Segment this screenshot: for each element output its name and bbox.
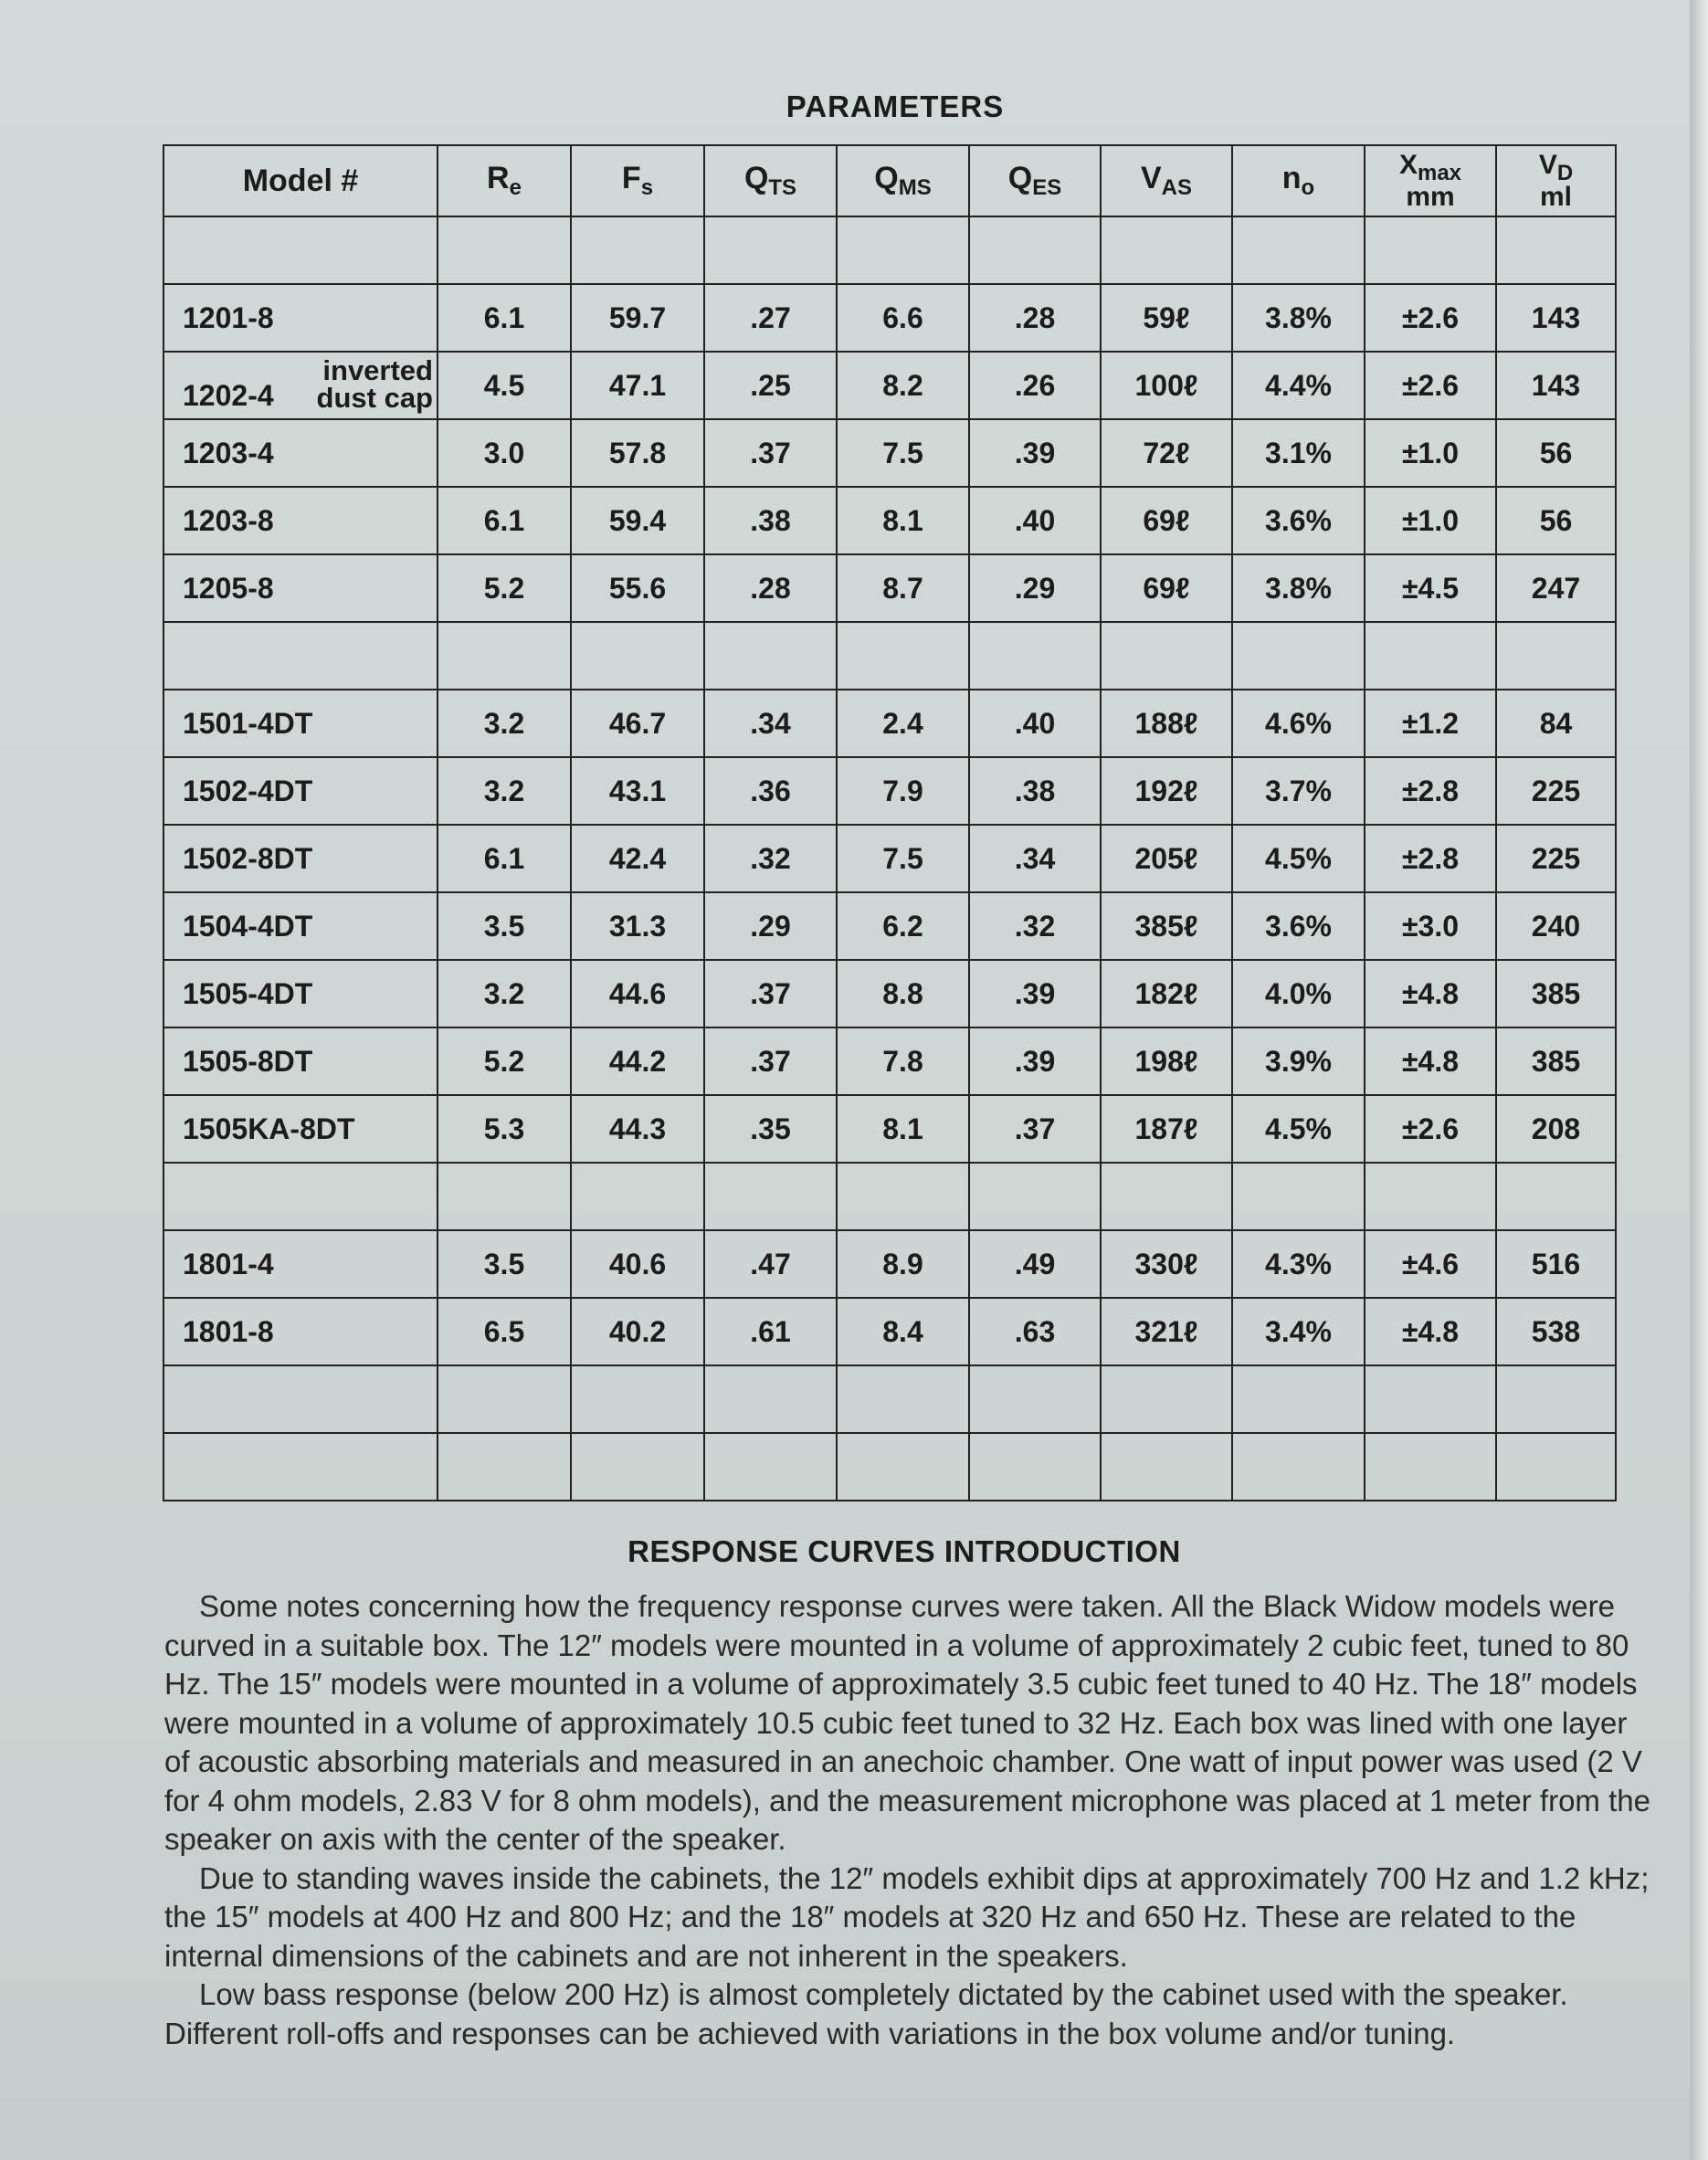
- table-row: [163, 352, 1616, 419]
- table-row: [163, 419, 1616, 487]
- cell-no: 3.9%: [1232, 1027, 1365, 1095]
- cell-xmax: ±4.8: [1365, 1027, 1496, 1095]
- cell-xmax: ±2.8: [1365, 757, 1496, 825]
- cell-no: 4.5%: [1232, 825, 1365, 892]
- table-row: [163, 622, 1616, 690]
- cell-qes: .39: [969, 1027, 1101, 1095]
- cell-no: 4.5%: [1232, 1095, 1365, 1163]
- cell-vd: [1496, 1433, 1616, 1501]
- cell-no: 3.6%: [1232, 487, 1365, 554]
- cell-qms: 8.1: [837, 487, 969, 554]
- cell-fs: 44.3: [571, 1095, 704, 1163]
- header-qts: $Q_{TS}$: [704, 145, 837, 216]
- cell-xmax: ±1.0: [1365, 487, 1496, 554]
- cell-vas: 187ℓ: [1101, 1095, 1232, 1163]
- header-no: $n_o$: [1232, 145, 1365, 216]
- cell-qes: .26: [969, 352, 1101, 419]
- table-row: [163, 216, 1616, 284]
- cell-xmax: ±4.8: [1365, 960, 1496, 1027]
- cell-qms: 8.1: [837, 1095, 969, 1163]
- table-row: [163, 757, 1616, 825]
- cell-qts: .37: [704, 1027, 837, 1095]
- cell-qms: 8.7: [837, 554, 969, 622]
- cell-fs: 44.6: [571, 960, 704, 1027]
- cell-vas: [1101, 1433, 1232, 1501]
- cell-qes: .32: [969, 892, 1101, 960]
- cell-re: [438, 1433, 571, 1501]
- cell-vas: 59ℓ: [1101, 284, 1232, 352]
- cell-xmax: ±1.2: [1365, 690, 1496, 757]
- cell-no: 3.7%: [1232, 757, 1365, 825]
- table-row: [163, 825, 1616, 892]
- header-fs: $F_s$: [571, 145, 704, 216]
- cell-model: inverted dust cap 1202-4: [163, 352, 438, 419]
- cell-re: [438, 1365, 571, 1433]
- paragraph: Some notes concerning how the frequency response curves were taken. All the Black Widow models were curved in a suitable box. The 12″ models were mounted in a volume of approximately 2 cubic feet, tuned to 80 Hz. The 15″ models were mounted in a volume of approximately 3.5 cubic feet tuned to 40 Hz. The 18″ models were mounted in a volume of approximately 10.5 cubic feet tuned to 32 Hz. Each box was lined with one layer of acoustic absorbing materials and measured in an anechoic chamber. One watt of input power was used (2 V for 4 ohm models, 2.83 V for 8 ohm models), and the measurement microphone was placed at 1 meter from the speaker on axis with the center of the speaker.: [164, 1589, 1650, 1856]
- cell-fs: 47.1: [571, 352, 704, 419]
- cell-re: [438, 216, 571, 284]
- cell-qes: .40: [969, 690, 1101, 757]
- cell-qts: .36: [704, 757, 837, 825]
- cell-re: 5.2: [438, 554, 571, 622]
- cell-re: 3.5: [438, 1230, 571, 1298]
- cell-qes: [969, 1365, 1101, 1433]
- cell-model: 1502-8DT: [163, 825, 438, 892]
- cell-qts: .37: [704, 960, 837, 1027]
- cell-fs: 55.6: [571, 554, 704, 622]
- cell-qts: .34: [704, 690, 837, 757]
- cell-model: 1502-4DT: [163, 757, 438, 825]
- cell-vas: [1101, 216, 1232, 284]
- cell-qts: .32: [704, 825, 837, 892]
- cell-no: [1232, 1433, 1365, 1501]
- cell-qes: [969, 216, 1101, 284]
- cell-no: 4.3%: [1232, 1230, 1365, 1298]
- table-row: [163, 284, 1616, 352]
- cell-qms: 7.8: [837, 1027, 969, 1095]
- cell-re: 3.0: [438, 419, 571, 487]
- cell-xmax: [1365, 1433, 1496, 1501]
- cell-vas: 198ℓ: [1101, 1027, 1232, 1095]
- cell-re: 3.5: [438, 892, 571, 960]
- cell-fs: [571, 1433, 704, 1501]
- model-note: inverted dust cap: [316, 353, 433, 414]
- cell-re: 6.1: [438, 284, 571, 352]
- cell-qes: .39: [969, 960, 1101, 1027]
- cell-qes: .49: [969, 1230, 1101, 1298]
- cell-xmax: ±3.0: [1365, 892, 1496, 960]
- cell-re: 3.2: [438, 757, 571, 825]
- cell-qts: .29: [704, 892, 837, 960]
- cell-vd: 385: [1496, 960, 1616, 1027]
- cell-no: 4.6%: [1232, 690, 1365, 757]
- cell-vd: [1496, 622, 1616, 690]
- cell-qes: .39: [969, 419, 1101, 487]
- cell-qms: 2.4: [837, 690, 969, 757]
- response-curves-text: [164, 1587, 1653, 2053]
- cell-qts: .25: [704, 352, 837, 419]
- cell-vd: 247: [1496, 554, 1616, 622]
- header-xmax: $X_{max}$ mm: [1365, 145, 1496, 216]
- cell-vd: [1496, 1365, 1616, 1433]
- cell-vas: 188ℓ: [1101, 690, 1232, 757]
- cell-xmax: [1365, 1163, 1496, 1230]
- cell-qms: 8.4: [837, 1298, 969, 1365]
- cell-model: 1201-8: [163, 284, 438, 352]
- cell-vas: 205ℓ: [1101, 825, 1232, 892]
- cell-model: [163, 622, 438, 690]
- cell-re: 4.5: [438, 352, 571, 419]
- cell-qms: 7.5: [837, 419, 969, 487]
- cell-model: 1205-8: [163, 554, 438, 622]
- cell-re: 5.2: [438, 1027, 571, 1095]
- cell-qes: .34: [969, 825, 1101, 892]
- cell-xmax: ±4.5: [1365, 554, 1496, 622]
- header-re: $R_e$: [438, 145, 571, 216]
- cell-vas: 330ℓ: [1101, 1230, 1232, 1298]
- cell-xmax: ±4.8: [1365, 1298, 1496, 1365]
- cell-qms: 8.2: [837, 352, 969, 419]
- cell-fs: [571, 1163, 704, 1230]
- cell-no: 4.4%: [1232, 352, 1365, 419]
- cell-qts: .38: [704, 487, 837, 554]
- cell-model: [163, 1365, 438, 1433]
- table-row: [163, 1298, 1616, 1365]
- cell-fs: 59.4: [571, 487, 704, 554]
- header-vd: $V_D$ ml: [1496, 145, 1616, 216]
- header-model: Model #: [163, 145, 438, 216]
- cell-model: 1505KA-8DT: [163, 1095, 438, 1163]
- cell-xmax: ±1.0: [1365, 419, 1496, 487]
- cell-model: 1505-8DT: [163, 1027, 438, 1095]
- cell-qms: [837, 1433, 969, 1501]
- cell-no: [1232, 216, 1365, 284]
- cell-vd: 516: [1496, 1230, 1616, 1298]
- cell-re: [438, 622, 571, 690]
- parameters-table: [163, 144, 1617, 1501]
- cell-qts: [704, 216, 837, 284]
- table-row: [163, 1027, 1616, 1095]
- cell-qts: .28: [704, 554, 837, 622]
- cell-no: [1232, 622, 1365, 690]
- table-row: [163, 960, 1616, 1027]
- cell-fs: [571, 622, 704, 690]
- cell-qms: 6.2: [837, 892, 969, 960]
- cell-model: 1505-4DT: [163, 960, 438, 1027]
- cell-vd: 143: [1496, 284, 1616, 352]
- cell-xmax: [1365, 1365, 1496, 1433]
- cell-vas: 321ℓ: [1101, 1298, 1232, 1365]
- cell-re: 6.5: [438, 1298, 571, 1365]
- cell-xmax: [1365, 622, 1496, 690]
- cell-model: 1504-4DT: [163, 892, 438, 960]
- cell-model: 1203-4: [163, 419, 438, 487]
- table-row: [163, 1365, 1616, 1433]
- cell-vas: [1101, 622, 1232, 690]
- cell-qms: [837, 1365, 969, 1433]
- cell-qts: [704, 1433, 837, 1501]
- paragraph: Low bass response (below 200 Hz) is almost completely dictated by the cabinet used with the speaker. Different roll-offs and responses can be achieved with variations in the box volume and/or tuning.: [164, 1977, 1568, 2050]
- cell-qms: [837, 216, 969, 284]
- cell-model: [163, 216, 438, 284]
- cell-qms: 6.6: [837, 284, 969, 352]
- cell-no: 3.8%: [1232, 554, 1365, 622]
- cell-qts: .35: [704, 1095, 837, 1163]
- cell-qts: .61: [704, 1298, 837, 1365]
- cell-vas: 385ℓ: [1101, 892, 1232, 960]
- cell-fs: 44.2: [571, 1027, 704, 1095]
- table-header-row: [163, 145, 1616, 216]
- cell-vd: 143: [1496, 352, 1616, 419]
- cell-vd: 208: [1496, 1095, 1616, 1163]
- cell-vd: 225: [1496, 757, 1616, 825]
- cell-qes: .29: [969, 554, 1101, 622]
- cell-xmax: ±2.8: [1365, 825, 1496, 892]
- cell-qms: 7.5: [837, 825, 969, 892]
- cell-qms: 8.8: [837, 960, 969, 1027]
- cell-model: 1501-4DT: [163, 690, 438, 757]
- cell-qts: [704, 1163, 837, 1230]
- header-qes: $Q_{ES}$: [969, 145, 1101, 216]
- cell-qes: .38: [969, 757, 1101, 825]
- cell-vas: 69ℓ: [1101, 554, 1232, 622]
- cell-vas: 192ℓ: [1101, 757, 1232, 825]
- paragraph: Due to standing waves inside the cabinets, the 12″ models exhibit dips at approximately 700 Hz and 1.2 kHz; the 15″ models at 400 Hz and 800 Hz; and the 18″ models at 320 Hz and 650 Hz. These are related to the internal dimensions of the cabinets and are not inherent in the speakers.: [164, 1860, 1650, 1973]
- cell-qms: 7.9: [837, 757, 969, 825]
- cell-qes: .40: [969, 487, 1101, 554]
- cell-vd: 240: [1496, 892, 1616, 960]
- cell-re: 5.3: [438, 1095, 571, 1163]
- cell-qms: 8.9: [837, 1230, 969, 1298]
- cell-xmax: [1365, 216, 1496, 284]
- cell-qts: [704, 622, 837, 690]
- cell-xmax: ±4.6: [1365, 1230, 1496, 1298]
- table-row: [163, 1230, 1616, 1298]
- cell-xmax: ±2.6: [1365, 352, 1496, 419]
- cell-vd: 84: [1496, 690, 1616, 757]
- parameters-title: PARAMETERS: [785, 90, 1005, 123]
- response-curves-title: RESPONSE CURVES INTRODUCTION: [627, 1534, 1181, 1568]
- table-row: [163, 487, 1616, 554]
- table-row: [163, 1163, 1616, 1230]
- cell-qes: .28: [969, 284, 1101, 352]
- cell-re: 3.2: [438, 690, 571, 757]
- cell-vas: 69ℓ: [1101, 487, 1232, 554]
- cell-qts: .37: [704, 419, 837, 487]
- cell-vd: 225: [1496, 825, 1616, 892]
- cell-vas: 182ℓ: [1101, 960, 1232, 1027]
- cell-fs: 31.3: [571, 892, 704, 960]
- cell-fs: 43.1: [571, 757, 704, 825]
- cell-fs: 40.2: [571, 1298, 704, 1365]
- cell-qes: .63: [969, 1298, 1101, 1365]
- table-row: [163, 554, 1616, 622]
- cell-qes: [969, 1163, 1101, 1230]
- cell-re: 3.2: [438, 960, 571, 1027]
- cell-vas: 100ℓ: [1101, 352, 1232, 419]
- cell-no: 4.0%: [1232, 960, 1365, 1027]
- cell-re: [438, 1163, 571, 1230]
- cell-fs: 57.8: [571, 419, 704, 487]
- cell-vd: 56: [1496, 419, 1616, 487]
- cell-no: 3.4%: [1232, 1298, 1365, 1365]
- cell-fs: [571, 1365, 704, 1433]
- cell-xmax: ±2.6: [1365, 1095, 1496, 1163]
- table-row: [163, 1433, 1616, 1501]
- cell-fs: 59.7: [571, 284, 704, 352]
- cell-model: 1801-8: [163, 1298, 438, 1365]
- cell-no: [1232, 1163, 1365, 1230]
- cell-model: 1801-4: [163, 1230, 438, 1298]
- page-edge: [1690, 0, 1708, 2160]
- cell-fs: 40.6: [571, 1230, 704, 1298]
- cell-vd: 56: [1496, 487, 1616, 554]
- cell-no: 3.1%: [1232, 419, 1365, 487]
- cell-vas: [1101, 1365, 1232, 1433]
- cell-fs: 46.7: [571, 690, 704, 757]
- cell-model: [163, 1433, 438, 1501]
- cell-qms: [837, 622, 969, 690]
- table-row: [163, 690, 1616, 757]
- cell-fs: 42.4: [571, 825, 704, 892]
- cell-vas: [1101, 1163, 1232, 1230]
- cell-fs: [571, 216, 704, 284]
- cell-model: [163, 1163, 438, 1230]
- cell-qts: .47: [704, 1230, 837, 1298]
- cell-qts: [704, 1365, 837, 1433]
- cell-re: 6.1: [438, 825, 571, 892]
- cell-qes: [969, 622, 1101, 690]
- cell-qes: [969, 1433, 1101, 1501]
- cell-xmax: ±2.6: [1365, 284, 1496, 352]
- cell-qms: [837, 1163, 969, 1230]
- table-row: [163, 1095, 1616, 1163]
- cell-qes: .37: [969, 1095, 1101, 1163]
- header-qms: $Q_{MS}$: [837, 145, 969, 216]
- cell-vd: 538: [1496, 1298, 1616, 1365]
- cell-model: 1203-8: [163, 487, 438, 554]
- cell-no: [1232, 1365, 1365, 1433]
- cell-qts: .27: [704, 284, 837, 352]
- header-vas: $V_{AS}$: [1101, 145, 1232, 216]
- cell-vd: [1496, 216, 1616, 284]
- cell-no: 3.6%: [1232, 892, 1365, 960]
- cell-vd: [1496, 1163, 1616, 1230]
- cell-vd: 385: [1496, 1027, 1616, 1095]
- table-row: [163, 892, 1616, 960]
- cell-re: 6.1: [438, 487, 571, 554]
- cell-vas: 72ℓ: [1101, 419, 1232, 487]
- cell-no: 3.8%: [1232, 284, 1365, 352]
